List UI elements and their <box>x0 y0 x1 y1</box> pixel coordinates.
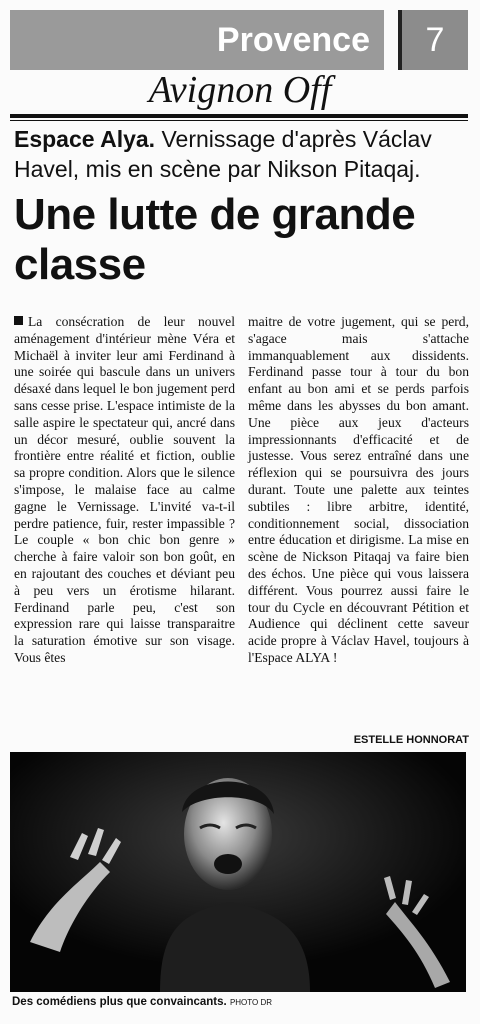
rule-thin <box>10 120 468 121</box>
rubric-title: Avignon Off <box>148 69 332 111</box>
kicker-venue: Espace Alya. <box>14 126 156 152</box>
headline: Une lutte de grande classe <box>14 190 416 289</box>
masthead <box>10 10 468 72</box>
caption-text: Des comédiens plus que convaincants. <box>12 996 227 1008</box>
kicker-text: Vernissage d'après Václav Havel, mis en scène par Nikson Pitaqaj. <box>14 126 432 182</box>
article-column-left <box>14 314 235 667</box>
actor-photo-image <box>10 752 466 992</box>
bullet-square-icon <box>14 316 23 325</box>
photo-credit: PHOTO DR <box>229 998 273 1007</box>
byline: ESTELLE HONNORAT <box>353 734 469 746</box>
page-number: 7 <box>398 10 468 70</box>
rule-top <box>10 114 468 118</box>
article-text-left: La consécration de leur nouvel aménagement d'intérieur mène Véra et Michaël à inviter leur ami Ferdinand à une soirée qui bascule dans un univers désaxé dans lequel le bon jugement perd sans cesse prise. L'espace intimiste de la salle aspire le spectateur qui, ancré dans un décor mesuré, oublie souvent la frontière entre réalité et fiction, oublie sa propre condition. Alors que le silence s'impose, le malaise face au calme gagne le Vernissage. L'invité va-t-il perdre patience, fuir, rester impassible ? Le couple « bon chic bon genre » cherche à faire valoir son bon goût, en en rajoutant des couches et déviant peu à peu vers un érotisme hilarant. Ferdinand parle peu, c'est son expression rare qui laisse transparaitre la saturation émotive sur son visage. Vous êtes <box>14 314 235 665</box>
section-banner: Provence <box>10 10 384 70</box>
photo-caption <box>12 996 468 1008</box>
article-text-right: maitre de votre jugement, qui se perd, s'agace mais s'attache immanquablement aux dissidents. Ferdinand passe tour à tour du bon enfant au bon ami et se perds parfois même dans les abysses du bon amant. Une pièce aux jeux d'acteurs impressionnants d'efficacité et de justesse. Vous serez entraîné dans une réflexion qui se poursuivra des jours durant. Toute une palette aux teintes subtiles : libre arbitre, identité, conditionnement social, dissociation entre éducation et dirigisme. La mise en scène de Nickson Pitaqaj va faire bien des échos. Une pièce qui vous laissera différent. Vous pourrez aussi faire le tour du Cycle en découvrant Pétition et Audience qui déclinent cette saveur acide propre à Václav Havel, toujours à l'Espace ALYA ! <box>248 314 469 665</box>
article-column-right <box>248 314 469 667</box>
article-photo <box>10 752 466 992</box>
kicker <box>14 124 469 184</box>
